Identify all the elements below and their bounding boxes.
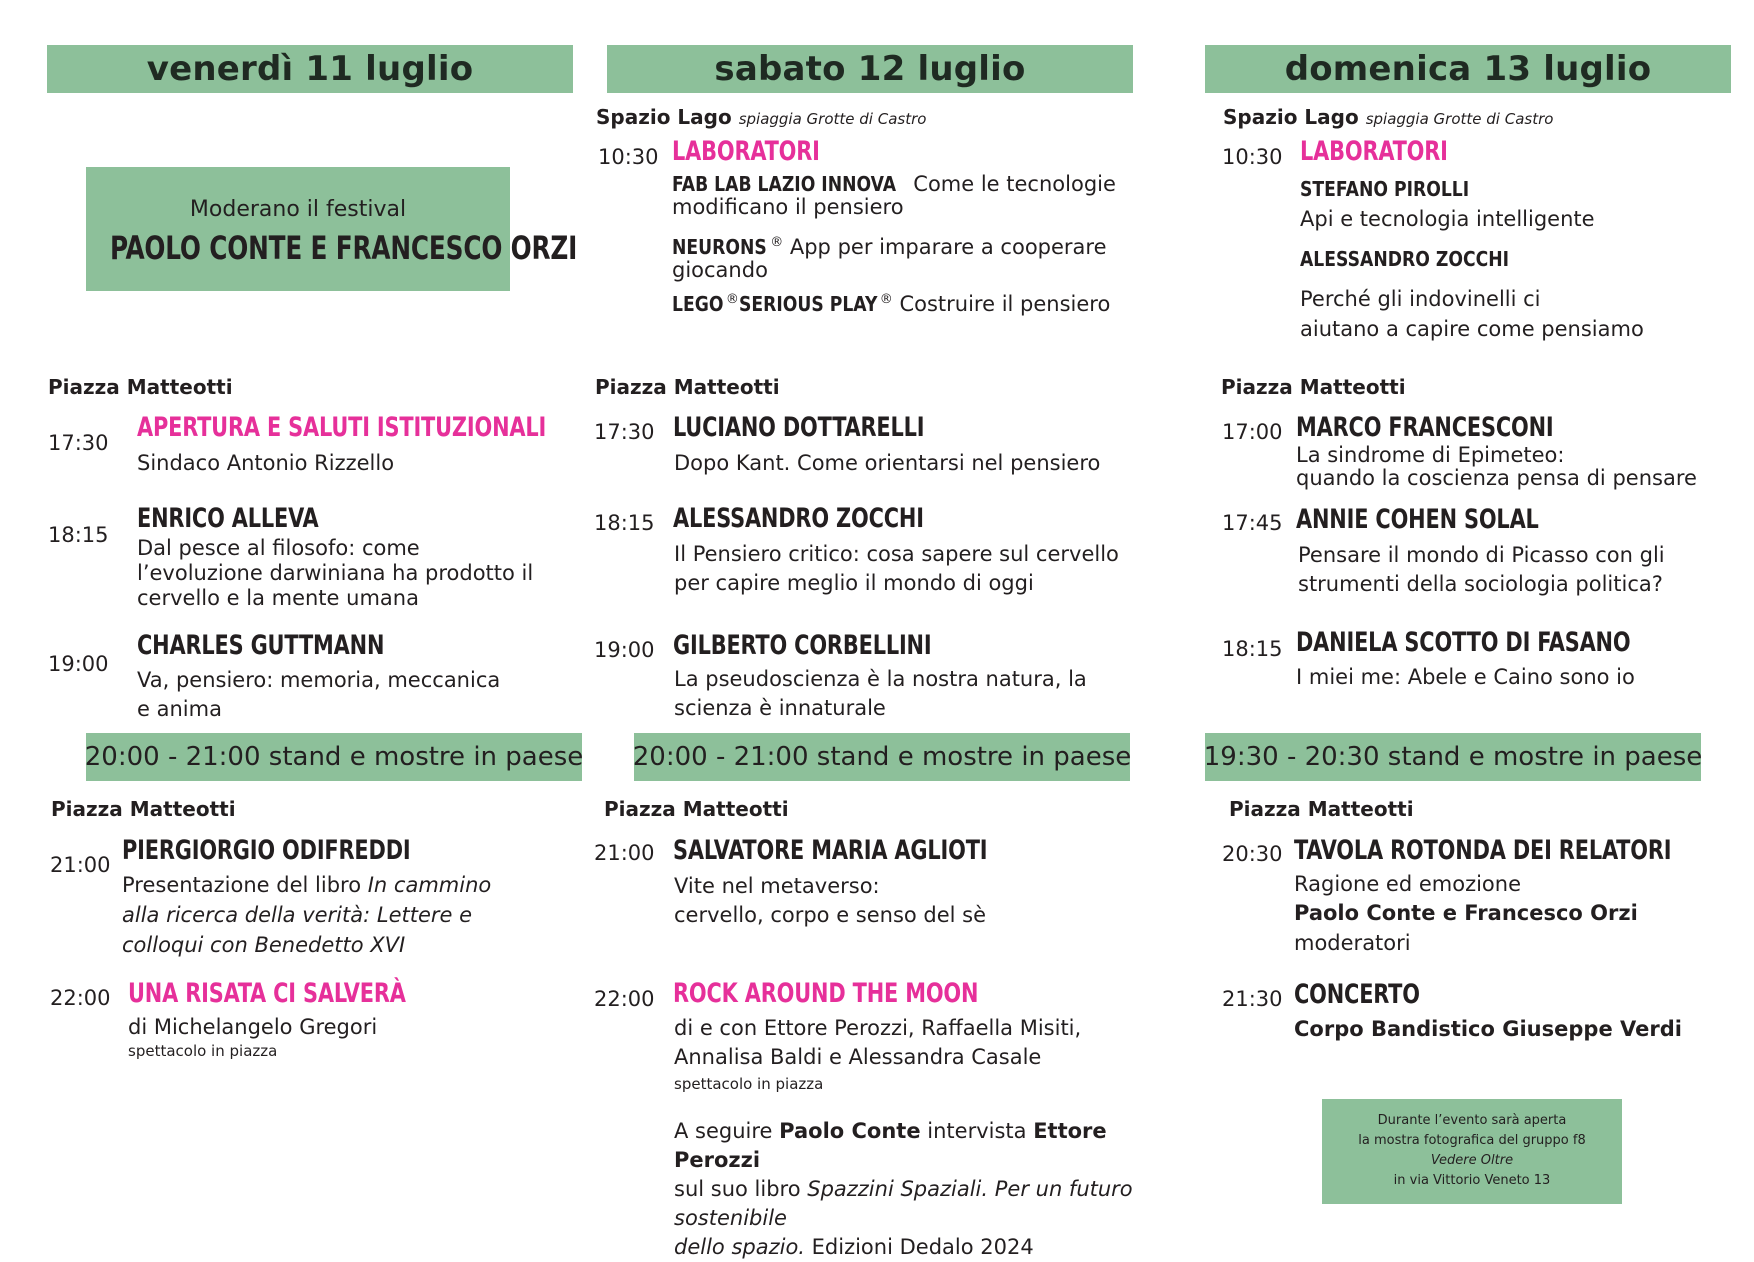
fri-ev3-name: CHARLES GUTTMANN bbox=[137, 630, 385, 661]
sat-ev5-name: ROCK AROUND THE MOON bbox=[673, 978, 979, 1009]
day-header-friday-label: venerdì 11 luglio bbox=[146, 49, 474, 89]
sun-ev2-sub2: strumenti della sociologia politica? bbox=[1298, 572, 1663, 596]
sun-lab-title: LABORATORI bbox=[1300, 136, 1448, 167]
fri-ev3-sub2: e anima bbox=[137, 697, 222, 721]
sat-lab3-name2: SERIOUS PLAY bbox=[738, 292, 878, 316]
sat-ev3-time: 19:00 bbox=[594, 638, 655, 662]
sat-ev1-name: LUCIANO DOTTARELLI bbox=[673, 412, 925, 443]
fri-ev2-time: 18:15 bbox=[48, 523, 109, 547]
sat-follow-c: intervista bbox=[920, 1119, 1034, 1143]
sat-lab3-name: LEGO bbox=[672, 292, 724, 316]
fri-ev1-name: APERTURA E SALUTI ISTITUZIONALI bbox=[137, 412, 547, 443]
fri-ev1-sub: Sindaco Antonio Rizzello bbox=[137, 451, 395, 475]
sun-venue-2: Piazza Matteotti bbox=[1229, 797, 1414, 821]
sat-ev3-sub1: La pseudoscienza è la nostra natura, la bbox=[674, 667, 1087, 691]
fri-ev4-sub bbox=[122, 870, 522, 960]
sun-venue-lago bbox=[1223, 105, 1553, 129]
sun-ev1-sub1: La sindrome di Epimeteo: bbox=[1296, 443, 1565, 467]
sat-ev2-sub2: per capire meglio il mondo di oggi bbox=[674, 571, 1034, 595]
sun-lab1-name: STEFANO PIROLLI bbox=[1300, 177, 1470, 201]
fri-ev4-sub-a: Presentazione del libro bbox=[122, 873, 368, 897]
sun-ev3-time: 18:15 bbox=[1222, 637, 1283, 661]
fri-ev4-time: 21:00 bbox=[50, 853, 111, 877]
sun-ev1-time: 17:00 bbox=[1222, 420, 1283, 444]
sun-ev5-name: CONCERTO bbox=[1294, 979, 1420, 1010]
sat-follow-a: A seguire bbox=[674, 1119, 780, 1143]
fri-ev4-name: PIERGIORGIO ODIFREDDI bbox=[122, 835, 411, 866]
sun-venue-lago-note: spiaggia Grotte di Castro bbox=[1365, 110, 1554, 128]
sat-venue-2: Piazza Matteotti bbox=[604, 797, 789, 821]
sat-ev4-sub2: cervello, corpo e senso del sè bbox=[674, 903, 987, 927]
sun-venue-lago-name: Spazio Lago bbox=[1223, 105, 1359, 129]
sat-ev5-sub2: Annalisa Baldi e Alessandra Casale bbox=[674, 1045, 1042, 1069]
fri-stand-band: 20:00 - 21:00 stand e mostre in paese bbox=[86, 733, 582, 781]
sun-ev5-sub: Corpo Bandistico Giuseppe Verdi bbox=[1294, 1017, 1682, 1041]
sat-ev4-time: 21:00 bbox=[594, 841, 655, 865]
sun-ev2-name: ANNIE COHEN SOLAL bbox=[1296, 504, 1539, 535]
sat-ev3-sub2: scienza è innaturale bbox=[674, 696, 886, 720]
fri-ev5-sub: di Michelangelo Gregori bbox=[128, 1015, 378, 1039]
sun-ev1-sub2: quando la coscienza pensa di pensare bbox=[1296, 466, 1697, 490]
sat-ev3-name: GILBERTO CORBELLINI bbox=[673, 630, 932, 661]
sat-follow-g: dello spazio. bbox=[674, 1235, 805, 1259]
sat-follow-e: sul suo libro bbox=[674, 1177, 808, 1201]
sat-ev5-note: spettacolo in piazza bbox=[674, 1075, 824, 1093]
sun-ev4-time: 20:30 bbox=[1222, 842, 1283, 866]
exhibition-line-1: Durante l’evento sarà aperta bbox=[1377, 1113, 1567, 1128]
sun-ev1-name: MARCO FRANCESCONI bbox=[1296, 412, 1554, 443]
fri-ev1-time: 17:30 bbox=[48, 431, 109, 455]
sat-lab1-text: Come le tecnologie bbox=[906, 172, 1116, 196]
fri-ev4-sub-b: In cammino bbox=[367, 873, 492, 897]
fri-ev2-sub: Dal pesce al filosofo: come l’evoluzione darwiniana ha prodotto il cervello e la mente umana bbox=[137, 536, 534, 610]
sat-venue-1: Piazza Matteotti bbox=[595, 375, 780, 399]
sat-lab-title: LABORATORI bbox=[672, 136, 820, 167]
day-header-friday bbox=[47, 45, 573, 93]
sat-follow-d: Ettore Perozzi bbox=[674, 1119, 1107, 1172]
fri-ev5-time: 22:00 bbox=[50, 986, 111, 1010]
sat-ev2-time: 18:15 bbox=[594, 511, 655, 535]
sun-ev2-time: 17:45 bbox=[1222, 511, 1283, 535]
fri-venue-1: Piazza Matteotti bbox=[48, 375, 233, 399]
day-header-sunday bbox=[1205, 45, 1731, 93]
sat-lab2-reg: ® bbox=[770, 235, 784, 250]
sat-ev2-sub1: Il Pensiero critico: cosa sapere sul cervello bbox=[674, 542, 1119, 566]
sat-ev5-sub1: di e con Ettore Perozzi, Raffaella Misiti, bbox=[674, 1016, 1082, 1040]
sun-ev4-sub1: Ragione ed emozione bbox=[1294, 872, 1522, 896]
sat-lab2-text2: giocando bbox=[672, 258, 768, 282]
fri-ev3-sub1: Va, pensiero: memoria, meccanica bbox=[137, 668, 501, 692]
sat-ev5-time: 22:00 bbox=[594, 987, 655, 1011]
fri-ev4-sub-d: colloqui con Benedetto XVI bbox=[122, 933, 406, 957]
sun-lab2-text2: aiutano a capire come pensiamo bbox=[1300, 317, 1644, 341]
fri-ev5-note: spettacolo in piazza bbox=[128, 1042, 278, 1060]
sat-ev4-name: SALVATORE MARIA AGLIOTI bbox=[673, 835, 988, 866]
sun-lab-time: 10:30 bbox=[1222, 145, 1283, 169]
sun-ev2-sub1: Pensare il mondo di Picasso con gli bbox=[1298, 543, 1665, 567]
sun-ev3-sub: I miei me: Abele e Caino sono io bbox=[1296, 665, 1635, 689]
fri-ev5-name: UNA RISATA CI SALVERÀ bbox=[128, 978, 406, 1009]
exhibition-line-3: Vedere Oltre bbox=[1430, 1153, 1514, 1168]
sat-lab3 bbox=[672, 288, 1110, 316]
moderators-box bbox=[86, 167, 578, 291]
sat-venue-lago bbox=[596, 105, 926, 129]
sun-lab2-name: ALESSANDRO ZOCCHI bbox=[1300, 247, 1510, 271]
day-header-sunday-label: domenica 13 luglio bbox=[1284, 49, 1652, 89]
sun-venue-1: Piazza Matteotti bbox=[1221, 375, 1406, 399]
sat-venue-lago-note: spiaggia Grotte di Castro bbox=[738, 110, 927, 128]
sun-lab2-text1: Perché gli indovinelli ci bbox=[1300, 287, 1541, 311]
exhibition-line-2: la mostra fotografica del gruppo f8 bbox=[1358, 1133, 1586, 1148]
sat-venue-lago-name: Spazio Lago bbox=[596, 105, 732, 129]
moderators-intro: Moderano il festival bbox=[189, 197, 407, 222]
sun-lab1-text: Api e tecnologia intelligente bbox=[1300, 207, 1595, 231]
sat-follow-f: Spazzini Spaziali. Per un futuro sostenibile bbox=[674, 1177, 1133, 1230]
sat-lab1 bbox=[672, 173, 1116, 219]
sat-lab1-text2: modificano il pensiero bbox=[672, 195, 904, 219]
sat-lab3-text: Costruire il pensiero bbox=[892, 292, 1111, 316]
sat-lab3-reg2: ® bbox=[879, 292, 893, 307]
sun-stand-band: 19:30 - 20:30 stand e mostre in paese bbox=[1205, 733, 1701, 781]
sun-ev5-time: 21:30 bbox=[1222, 987, 1283, 1011]
sun-ev3-name: DANIELA SCOTTO DI FASANO bbox=[1296, 627, 1631, 658]
sun-ev4-name: TAVOLA ROTONDA DEI RELATORI bbox=[1294, 835, 1672, 866]
sat-lab-time: 10:30 bbox=[598, 145, 659, 169]
sat-follow-b: Paolo Conte bbox=[779, 1119, 921, 1143]
sat-lab3-reg: ® bbox=[725, 292, 739, 307]
sat-lab1-name: FAB LAB LAZIO INNOVA bbox=[672, 172, 897, 196]
fri-ev3-time: 19:00 bbox=[48, 652, 109, 676]
sat-ev1-time: 17:30 bbox=[594, 420, 655, 444]
sun-ev4-sub3: moderatori bbox=[1294, 931, 1411, 955]
sat-follow-text bbox=[674, 1117, 1194, 1262]
sat-ev4-sub1: Vite nel metaverso: bbox=[674, 874, 880, 898]
fri-venue-2: Piazza Matteotti bbox=[51, 797, 236, 821]
exhibition-box bbox=[1322, 1099, 1622, 1204]
day-header-saturday bbox=[607, 45, 1133, 93]
exhibition-line-4: in via Vittorio Veneto 13 bbox=[1393, 1173, 1551, 1188]
sat-lab2-name: NEURONS bbox=[672, 235, 767, 259]
fri-ev4-sub-c: alla ricerca della verità: Lettere e bbox=[122, 903, 473, 927]
sat-lab2-text: App per imparare a cooperare bbox=[783, 235, 1107, 259]
sat-follow-h: Edizioni Dedalo 2024 bbox=[804, 1235, 1034, 1259]
day-header-saturday-label: sabato 12 luglio bbox=[714, 49, 1026, 89]
moderators-names: PAOLO CONTE E FRANCESCO ORZI bbox=[110, 229, 578, 267]
fri-ev2-name: ENRICO ALLEVA bbox=[137, 503, 319, 534]
sat-ev2-name: ALESSANDRO ZOCCHI bbox=[673, 503, 924, 534]
sat-lab2 bbox=[672, 231, 1107, 282]
sat-ev1-sub: Dopo Kant. Come orientarsi nel pensiero bbox=[674, 451, 1101, 475]
sun-ev4-sub2: Paolo Conte e Francesco Orzi bbox=[1294, 901, 1638, 925]
sat-stand-band: 20:00 - 21:00 stand e mostre in paese bbox=[634, 733, 1130, 781]
